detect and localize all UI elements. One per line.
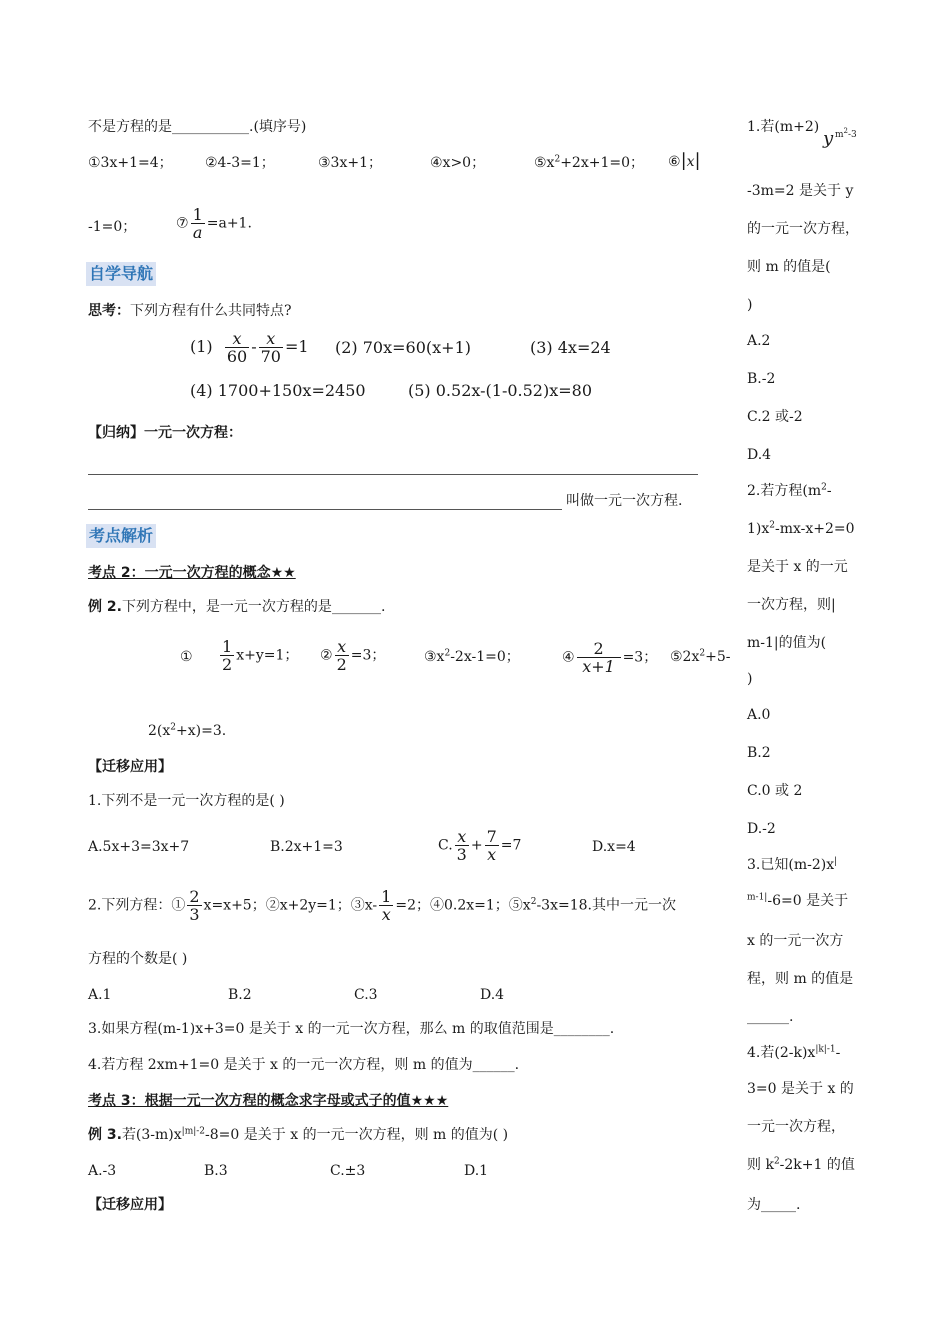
r21-b: -6=0 是关于 (767, 893, 849, 909)
q1-option-a: A.5x+3=3x+7 (88, 839, 190, 855)
r-option-c: C.2 或-2 (747, 409, 803, 425)
o2-frac (335, 638, 349, 673)
q2-line (88, 888, 676, 923)
r-line-27: 一元一次方程， (747, 1119, 845, 1135)
q2-f-num: 2 (189, 887, 200, 906)
r-line-28 (747, 1156, 855, 1174)
cont-exp: 2 (170, 722, 176, 733)
r10-b: - (826, 483, 832, 499)
q2-option-d: D.4 (480, 987, 505, 1003)
r-line-5: ) (747, 297, 753, 313)
top-item-7 (176, 206, 252, 241)
eq1-minus: - (251, 337, 257, 356)
r-line-3: 的一元一次方程， (747, 221, 859, 237)
ex2-blank: _______ (331, 599, 381, 615)
ex2-option-5 (670, 648, 730, 666)
q2-pre: 2.下列方程：① (88, 897, 186, 914)
ex3-tail: -8=0 是关于 x 的一元一次方程，则 m 的值为( ) (205, 1127, 509, 1143)
o5-exp: 2 (699, 648, 706, 659)
cont-base: 2(x (148, 723, 171, 739)
eq1-n2: x (259, 330, 283, 348)
ex3-option-d: D.1 (464, 1163, 489, 1179)
think-eq-3: (3) 4x=24 (530, 338, 611, 357)
o4-num: 2 (577, 640, 621, 658)
q2-option-b: B.2 (228, 987, 252, 1003)
r25-a: 4.若(2-k)x (747, 1045, 816, 1061)
r-line-10 (747, 482, 832, 500)
r2-option-b: B.2 (747, 745, 771, 761)
r1-text: 1.若(m+2) (747, 119, 820, 135)
item7-tail: =a+1. (206, 215, 252, 232)
ex2-tail: . (380, 599, 386, 615)
r-line-2: -3m=2 是关于 y (747, 183, 854, 199)
top-item-4: ④x>0； (430, 155, 486, 171)
q2-g-den: x (381, 905, 391, 924)
q2-line2: 方程的个数是( ) (88, 951, 188, 967)
q1c-tail: =7 (500, 837, 522, 854)
q1-option-d: D.x=4 (592, 839, 636, 855)
q4-line (88, 1056, 519, 1074)
o2-den: 2 (336, 655, 347, 674)
q3-text: 3.如果方程(m-1)x+3=0 是关于 x 的一元一次方程，那么 m 的取值范围是 (88, 1021, 554, 1037)
r-line-12: 是关于 x 的一元 (747, 559, 848, 575)
transfer-label-2: 【迁移应用】 (88, 1197, 172, 1213)
o2-num: x (335, 638, 349, 656)
r1-exp-3: -3 (848, 130, 857, 140)
r-line-25 (747, 1044, 840, 1062)
think-text: 下列方程有什么共同特点? (130, 303, 292, 319)
q1c-plus: + (470, 837, 483, 854)
r-line-1 (747, 118, 819, 136)
r-line-13: 一次方程，则| (747, 597, 836, 613)
r21-exp: m-1| (747, 892, 768, 903)
think-eq-1 (190, 330, 309, 365)
q1c-frac2 (485, 828, 499, 863)
r28-b: -2k+1 的值 (779, 1157, 855, 1173)
think-line (88, 302, 292, 320)
top-item-2: ②4-3=1； (205, 155, 275, 171)
r-line-4: 则 m 的值是( (747, 259, 831, 275)
q4-tail: . (514, 1057, 520, 1073)
r-line-22: x 的一元一次方 (747, 933, 844, 949)
r1-exponent (835, 126, 857, 144)
r-line-15: ) (747, 671, 753, 687)
r25-b: - (835, 1045, 841, 1061)
o4-circle: ④ (562, 649, 575, 666)
right-column (747, 0, 897, 1344)
q1c-n2: 7 (486, 827, 497, 846)
q2-frac2 (379, 888, 393, 923)
item7-num: 1 (192, 205, 203, 224)
ex3-option-a: A.-3 (88, 1163, 117, 1179)
o2-circle: ② (320, 647, 333, 664)
ex2-option-1 (218, 638, 298, 673)
q3-blank: ________ (553, 1021, 610, 1037)
ex3-option-c: C.±3 (330, 1163, 366, 1179)
q1-option-c (438, 828, 521, 863)
top-line2: -1=0； (88, 219, 137, 235)
r-line-24: ______. (747, 1009, 794, 1025)
q2-tail: =2；④0.2x=1；⑤x (395, 897, 531, 914)
eq1-frac2 (259, 330, 283, 365)
think-eq-4: (4) 1700+150x=2450 (190, 381, 366, 400)
summary-rule-1 (88, 474, 698, 475)
r-line-29: 为_____. (747, 1197, 801, 1213)
think-eq-2: (2) 70x=60(x+1) (335, 338, 471, 357)
ex2-option-2 (320, 638, 385, 673)
ex2-cont (148, 722, 226, 740)
q1c-pre: C. (438, 837, 453, 854)
q2-f-den: 3 (189, 905, 200, 924)
q2-g-num: 1 (381, 887, 392, 906)
r-option-b: B.-2 (747, 371, 776, 387)
intro-line (88, 118, 306, 136)
summary-label: 【归纳】一元一次方程： (88, 425, 242, 441)
o3-base: ③x (424, 649, 445, 665)
o4-frac (577, 640, 621, 675)
r2-option-c: C.0 或 2 (747, 783, 803, 799)
intro-tail: .(填序号) (249, 119, 307, 135)
r2-option-d: D.-2 (747, 821, 776, 837)
r20-a: 3.已知(m-2)x (747, 857, 835, 873)
kp2-title: 考点 2：一元一次方程的概念★★ (88, 565, 296, 581)
cont-tail: +x)=3. (176, 723, 227, 739)
think-eq-5: (5) 0.52x-(1-0.52)x=80 (408, 381, 593, 400)
example-3 (88, 1126, 508, 1144)
r11-b: -mx-x+2=0 (775, 521, 855, 537)
eq1-n1: x (225, 330, 249, 348)
summary-rule-2 (88, 509, 562, 510)
ex2-option-4 (562, 640, 657, 675)
item5-exp: 2 (554, 154, 561, 165)
r-option-d: D.4 (747, 447, 772, 463)
o3-exp: 2 (444, 648, 451, 659)
example-2 (88, 598, 385, 616)
q2-tail2: -3x=18.其中一元一次 (536, 897, 676, 914)
o1-tail: x+y=1； (236, 647, 299, 664)
r-line-20 (747, 856, 837, 874)
top-item-6: ⑥|x| (668, 150, 701, 171)
q1-option-b: B.2x+1=3 (270, 839, 343, 855)
q1c-d2: x (487, 845, 497, 864)
r10-a: 2.若方程(m (747, 483, 822, 499)
item6-circle: ⑥ (668, 154, 681, 170)
o5-tail: +5- (705, 649, 731, 665)
q2-option-a: A.1 (88, 987, 112, 1003)
r10-exp: 2 (821, 482, 827, 493)
top-item-5 (534, 154, 644, 172)
ex2-o1-circle: ① (180, 649, 193, 665)
q4-blank: ______ (472, 1057, 515, 1073)
item6-abs: x (686, 154, 695, 170)
r28-exp: 2 (773, 1156, 780, 1167)
r20-exp: | (834, 856, 838, 867)
q2-mid: x=x+5；②x+2y=1；③x- (203, 897, 378, 914)
r28-a: 则 k (747, 1157, 774, 1173)
q4-text: 4.若方程 2xm+1=0 是关于 x 的一元一次方程，则 m 的值为 (88, 1057, 473, 1073)
ex2-option-3 (424, 648, 520, 666)
section-analysis: 考点解析 (86, 524, 156, 548)
r-line-26: 3=0 是关于 x 的 (747, 1081, 854, 1097)
o5-base: ⑤2x (670, 649, 700, 665)
q2-frac1 (187, 888, 201, 923)
r11-exp: 2 (769, 520, 775, 531)
ex2-label: 例 2. (88, 599, 122, 615)
q1-text: 1.下列不是一元一次方程的是( ) (88, 793, 285, 809)
r2-option-a: A.0 (747, 707, 771, 723)
o1-num: 1 (222, 637, 233, 656)
q3-line (88, 1020, 614, 1038)
section-self-study: 自学导航 (86, 262, 156, 286)
eq1-frac1 (225, 330, 249, 365)
intro-blank: ___________ (172, 119, 249, 135)
item5-base: ⑤x (534, 155, 555, 171)
o3-tail: -2x-1=0； (450, 649, 520, 665)
eq1-d2: 70 (260, 347, 281, 366)
ex3-pre: 若(3-m)x (121, 1127, 182, 1143)
think-label: 思考： (88, 303, 130, 319)
q2-option-c: C.3 (354, 987, 378, 1003)
eq1-label: (1) (190, 337, 213, 356)
q1c-frac1 (455, 828, 469, 863)
ex3-exp: |m|-2 (181, 1126, 206, 1137)
o1-frac (220, 638, 234, 673)
r-line-11 (747, 520, 855, 538)
o4-den: x+1 (582, 657, 615, 676)
q2-exp: 2 (530, 896, 537, 907)
item7-circle: ⑦ (176, 215, 189, 232)
kp3-title: 考点 3：根据一元一次方程的概念求字母或式子的值★★★ (88, 1093, 449, 1109)
o1-den: 2 (222, 655, 233, 674)
q1c-d1: 3 (456, 845, 467, 864)
r1-exp-m: m (835, 130, 844, 140)
ex3-option-b: B.3 (204, 1163, 228, 1179)
eq1-d1: 60 (226, 347, 248, 366)
q1c-n1: x (455, 828, 469, 846)
r-line-23: 程，则 m 的值是 (747, 971, 854, 987)
o4-tail: =3； (622, 649, 658, 666)
top-item-1: ①3x+1=4； (88, 155, 173, 171)
ex2-text: 下列方程中，是一元一次方程的是 (121, 599, 332, 615)
summary-tail: 叫做一元一次方程. (566, 493, 683, 509)
r-option-a: A.2 (747, 333, 771, 349)
r-line-21 (747, 892, 848, 910)
o2-tail: =3； (350, 647, 386, 664)
r1-y: y (823, 128, 834, 149)
q3-tail: . (609, 1021, 615, 1037)
r25-exp: |k|-1 (815, 1044, 836, 1055)
r11-a: 1)x (747, 521, 770, 537)
intro-text: 不是方程的是 (88, 119, 172, 135)
item5-tail: +2x+1=0； (560, 155, 644, 171)
top-item-3: ③3x+1； (318, 155, 382, 171)
ex3-label: 例 3. (88, 1127, 122, 1143)
transfer-label-1: 【迁移应用】 (88, 759, 172, 775)
r-line-14: m-1|的值为( (747, 635, 827, 651)
item7-den: a (192, 223, 203, 242)
eq1-tail: =1 (284, 337, 309, 356)
r1-exp-2: 2 (843, 127, 849, 135)
item7-fraction (191, 206, 205, 241)
